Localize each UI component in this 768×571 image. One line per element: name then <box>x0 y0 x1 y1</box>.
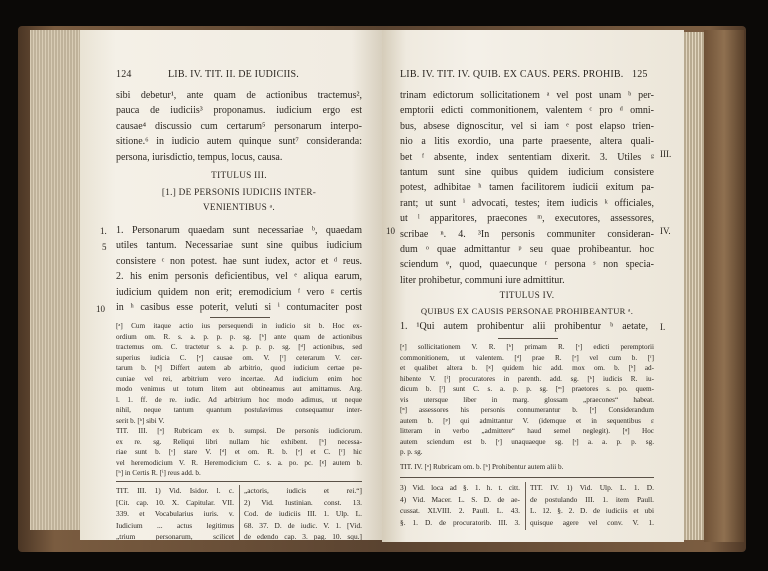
left-title-heading: TITULUS III. <box>211 170 267 180</box>
note-line: vis utersque liber in marg. glossam „praecones“ habeat. <box>400 395 654 404</box>
text-line: 2. his enim personis deficientibus, vel ᵉ aliqua earum, <box>116 271 362 283</box>
note-line: superius iudicia C. [ᵉ] causae om. V. [ᶠ] ceterarum V. cer- <box>116 353 362 362</box>
text-line: tantum sunt sine quibus quidem iudicium consistere <box>400 167 654 179</box>
reference-line: L. 12. §. 2. D. de iudiciis et ubi <box>530 506 654 515</box>
note-line: p. p. sg. <box>400 448 423 456</box>
note-line: [ⁿ] assessores his personis connumerantur b. [ᵒ] Considerandum <box>400 406 654 414</box>
reference-line: quisque agere vel conv. V. 1. <box>530 517 654 527</box>
text-line: ut ˡ apparitores, praecones ᵐ, executores, assessores, <box>400 213 654 225</box>
note-line: TIT. III. [ᵃ] Rubricam ex b. sumpsi. De personis iudiciorum. <box>116 427 362 435</box>
reference-line: §. 1. D. de procuratorib. III. 3. <box>400 517 520 527</box>
text-line: emptorii edicti commonitionem, valentem ᶜ pro ᵈ omni- <box>400 105 654 117</box>
note-line: modo venimus ut totum litem aut obtineamus aut amittamus. Arg. <box>116 385 362 393</box>
text-line: sitione.⁶ in iudicio autem quinque sunt⁷ consideranda: <box>116 136 362 148</box>
text-line: sciendum ᵠ, quod, quaecunque ʳ persona ˢ non specia- <box>400 259 654 271</box>
text-line: dum ᵒ quae admittantur ᵖ seu quae prohibeantur. hoc <box>400 244 654 256</box>
text-line: causae⁴ discussio cum certarum⁵ personarum interpo- <box>116 120 362 132</box>
right-page-number: 125 <box>632 69 648 80</box>
right-critical-notes <box>400 342 654 458</box>
margin-number: 10 <box>96 304 105 314</box>
text-line: pauca de iudiciis³ proponamus. iudicium ergo est <box>116 105 362 117</box>
note-line: ex re. sg. Reliqui libri nullam hic exhibent. [ᵇ] necessa- <box>116 437 362 446</box>
text-line: rant; ut sunt ⁱ advocati, testes; item iudicis ᵏ officiales, <box>400 197 654 209</box>
book-spine <box>704 30 744 542</box>
note-line: riae sunt b. [ᶜ] stare V. [ᵈ] et om. R. b. [ᵉ] et C. [ᶠ] hic <box>116 448 362 456</box>
note-line: litteram in verbo „admittere“ haud semel neglegit). [ᵠ] Hoc <box>400 427 654 435</box>
right-references-col2 <box>530 482 654 528</box>
left-subtitle-heading: [1.] DE PERSONIS IUDICIIS INTER- <box>161 187 317 197</box>
note-line: vel heremodicium V. R. Heremodicium C. s. a. po. pc. [ᵍ] autem b. <box>116 458 362 467</box>
note-line: l. 1. ff. de re. iudic. Ad arbitrium hoc modo adimus, ut neque <box>116 395 362 404</box>
column-separator <box>525 482 526 530</box>
text-line: nio a litis exordio, una parte praesente, altera quali- <box>400 136 654 148</box>
reference-line: „actoris, iudicis et rei.“] <box>244 486 362 495</box>
left-references-col1 <box>116 485 234 540</box>
text-line: in ʰ casibus esse poterit, veluti si ⁱ contumaciter post <box>116 302 362 314</box>
margin-number: 5 <box>102 242 107 252</box>
reference-line: de edendo cap. 3. pag. 10. squ.] <box>244 532 362 540</box>
note-line: autem sciendum est b. [ʳ] unaquaeque sg. [ˢ] a. a. p. p. sg. <box>400 437 654 446</box>
right-subtitle-heading: QUIBUS EX CAUSIS PERSONAE PROHIBEANTUR ᵃ. <box>420 306 634 316</box>
text-line: 1. ¹Qui autem prohibentur alii prohibentur ᵇ aetate, <box>400 321 648 332</box>
reference-line: 68. 37. D. de iudic. V. 1. [Vid. <box>244 520 362 530</box>
note-line: cuniae vel rei, arbitrium vero incertae. Ad iudicium enim hoc <box>116 374 362 383</box>
text-line: sibi debetur¹, ante quam de actionibus tractemus², <box>116 90 362 101</box>
margin-number: IV. <box>660 226 671 236</box>
text-line: scribae ⁿ. 4. ³In personis communiter consideran- <box>400 228 654 240</box>
note-line: [ᵃ] sollicitationem V. R. [ᵇ] primam R. [ᶜ] edicti peremptorii <box>400 343 654 351</box>
reference-line: 339. et Vocabularius iuris. v. <box>116 509 234 518</box>
right-intro-text <box>400 88 654 288</box>
text-line: 1. Personarum quaedam sunt necessariae ᵇ, quaedam <box>116 225 362 236</box>
note-line: [ʰ] in Certis R. [ⁱ] reus add. b. <box>116 469 201 477</box>
left-page-number: 124 <box>116 69 132 80</box>
text-line: liter prohibetur, communi iure admittitur. <box>400 274 565 286</box>
reference-line: [Cit. cap. 10. X. Capitular. VII. <box>116 497 234 507</box>
margin-number: 10 <box>386 226 395 236</box>
reference-line: Iudicium ... actus legitimus <box>116 520 234 530</box>
notes-divider <box>210 317 270 318</box>
text-line: bet ᶠ absente, index sententiam dixerit. 3. Utiles ᵍ <box>400 151 654 163</box>
right-references-col1 <box>400 482 520 528</box>
right-title-note <box>400 462 654 473</box>
reference-line: „trium personarum, scilicet <box>116 532 234 540</box>
left-references-col2 <box>244 485 362 540</box>
note-line: serit b. [ʰ] sibi V. <box>116 416 165 425</box>
reference-line: 4) Vid. Macer. L. S. D. de ae- <box>400 494 520 504</box>
reference-line: TIT. III. 1) Vid. Isidor. l. c. <box>116 486 234 495</box>
text-line: iudicium quidem non erit; eremodicium ᶠ vero ᵍ certis <box>116 286 362 298</box>
note-line: autem b. [ᵖ] qui admittantur V. (idemque et in sequentibus ε <box>400 416 654 425</box>
left-critical-notes <box>116 321 362 479</box>
left-body-text <box>116 223 362 315</box>
reference-line: 2) Vid. Iustinian. const. 13. <box>244 497 362 507</box>
references-divider <box>116 481 362 482</box>
reference-line: cussat. XLVIII. 2. Paull. L. 43. <box>400 506 520 515</box>
references-divider <box>400 477 654 478</box>
column-separator <box>239 485 240 540</box>
left-subtitle-heading-cont: VENIENTIBUS ᵃ. <box>202 202 276 212</box>
text-line: persona, iurisdictio, tempus, locus, causa. <box>116 151 283 163</box>
note-line: hibente V. [ⁱ] procuratores in parenth. add. sg. [ᵏ] iudicis R. iu- <box>400 374 654 383</box>
reference-line: TIT. IV. 1) Vid. Ulp. L. 1. D. <box>530 483 654 492</box>
note-line: tractemus om. C. tractetur s. a. p. p. p. sg. [ᵈ] actionibus, sed <box>116 343 362 351</box>
notes-divider <box>498 338 558 339</box>
text-line: utiles tantum. Necessariae sunt sine quibus iudicium <box>116 240 362 252</box>
reference-line: Cod. de iudiciis III. 1. Ulp. L. <box>244 509 362 518</box>
margin-number: I. <box>660 322 666 332</box>
text-line: trinam edictorum sollicitationem ᵃ vel post unam ᵇ per- <box>400 90 654 101</box>
left-intro-text <box>116 88 362 165</box>
left-running-head: LIB. IV. TIT. II. DE IUDICIIS. <box>168 69 299 80</box>
note-line: nihil, neque tantum quantum postulavimus consequamur inter- <box>116 406 362 414</box>
note-line: [ᵃ] Cum itaque actio ius persequendi in iudicio sit b. Hoc ex- <box>116 322 362 330</box>
right-body-text <box>400 319 648 334</box>
right-title-heading: TITULUS IV. <box>499 290 555 300</box>
reference-line: 3) Vid. loca ad §. 1. h. t. citt. <box>400 483 520 492</box>
note-line: dicum b. [ˡ] sunt C. s. a. p. p. sg. [ᵐ] praetores s. po. quem- <box>400 385 654 393</box>
note-line: et qualibet altera b. [ᵍ] quidem hic add. mox om. b. [ʰ] ad- <box>400 364 654 372</box>
text-line: bus, absese dignoscitur, vel si iam ᵉ post elapso trien- <box>400 120 654 132</box>
right-page <box>382 30 684 542</box>
reference-line: de postulando III. 1. item Paull. <box>530 494 654 504</box>
note-line: tarum b. [ᵍ] Differt autem ab arbitrio, quod iudicium certae pe- <box>116 364 362 372</box>
note-line: ordium om. R. s. a. p. p. p. sg. [ᵇ] ante quam de actionibus <box>116 332 362 341</box>
note-line: TIT. IV. [ᵃ] Rubricam om. b. [ᵇ] Prohibentur autem alii b. <box>400 463 564 471</box>
text-line: consistere ᶜ non potest. hae sunt iudex, actor et ᵈ reus. <box>116 255 362 267</box>
margin-number: III. <box>660 149 672 159</box>
right-running-head: LIB. IV. TIT. IV. QUIB. EX CAUS. PERS. PROHIB. <box>400 69 624 80</box>
left-page <box>80 30 382 540</box>
note-line: commonitionem, ut valentem. [ᵈ] prae R. [ᵉ] vel cum b. [ᶠ] <box>400 353 654 362</box>
text-line: potest, adhibitae ʰ tamen facilitorem iudicii exitum pa- <box>400 182 654 194</box>
left-page-edges <box>30 30 80 530</box>
margin-number: 1. <box>100 226 107 236</box>
